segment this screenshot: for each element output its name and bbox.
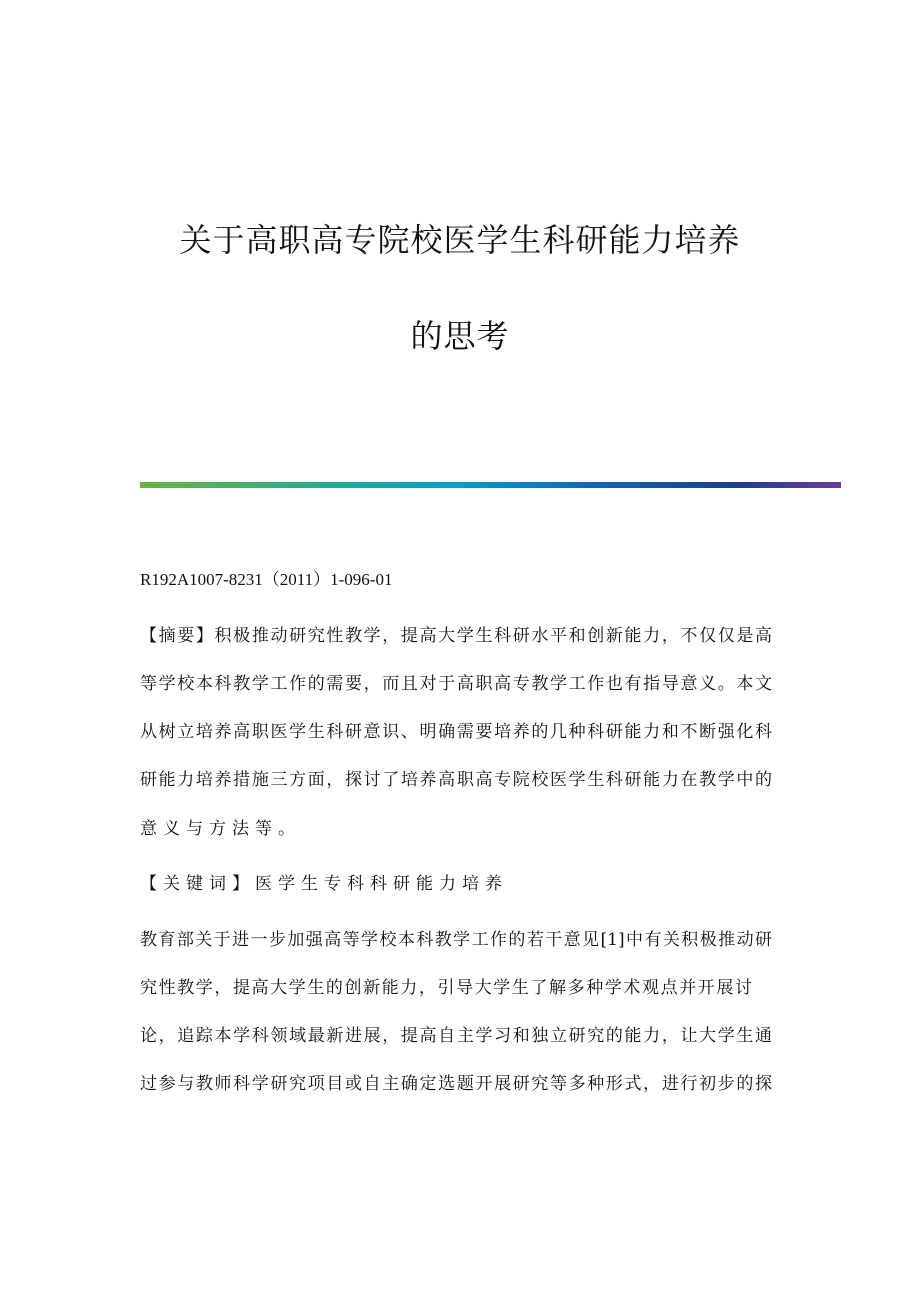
document-title-line-2: 的思考: [410, 317, 510, 355]
classification-code: R192A1007-8231（2011）1-096-01: [140, 570, 393, 589]
abstract-line: 从树立培养高职医学生科研意识、明确需要培养的几种科研能力和不断强化科: [140, 722, 772, 742]
document-title-line-1: 关于高职高专院校医学生科研能力培养: [179, 221, 741, 259]
body-line: 论，追踪本学科领域最新进展，提高自主学习和独立研究的能力，让大学生通: [140, 1026, 772, 1046]
abstract-line: 等学校本科教学工作的需要，而且对于高职高专教学工作也有指导意义。本文: [140, 674, 772, 694]
keywords: 【关键词】医学生专科科研能力培养: [140, 874, 508, 894]
abstract-line: 意义与方法等。: [140, 819, 301, 839]
abstract-line: 【摘要】积极推动研究性教学，提高大学生科研水平和创新能力，不仅仅是高: [140, 626, 772, 646]
body-line: 究性教学，提高大学生的创新能力，引导大学生了解多种学术观点并开展讨: [140, 978, 752, 998]
title-divider-gradient-bar: [140, 482, 841, 488]
body-line: 教育部关于进一步加强高等学校本科教学工作的若干意见[1]中有关积极推动研: [140, 930, 772, 950]
abstract-line: 研能力培养措施三方面，探讨了培养高职高专院校医学生科研能力在教学中的: [140, 770, 772, 790]
body-line: 过参与教师科学研究项目或自主确定选题开展研究等多种形式，进行初步的探: [140, 1074, 772, 1094]
